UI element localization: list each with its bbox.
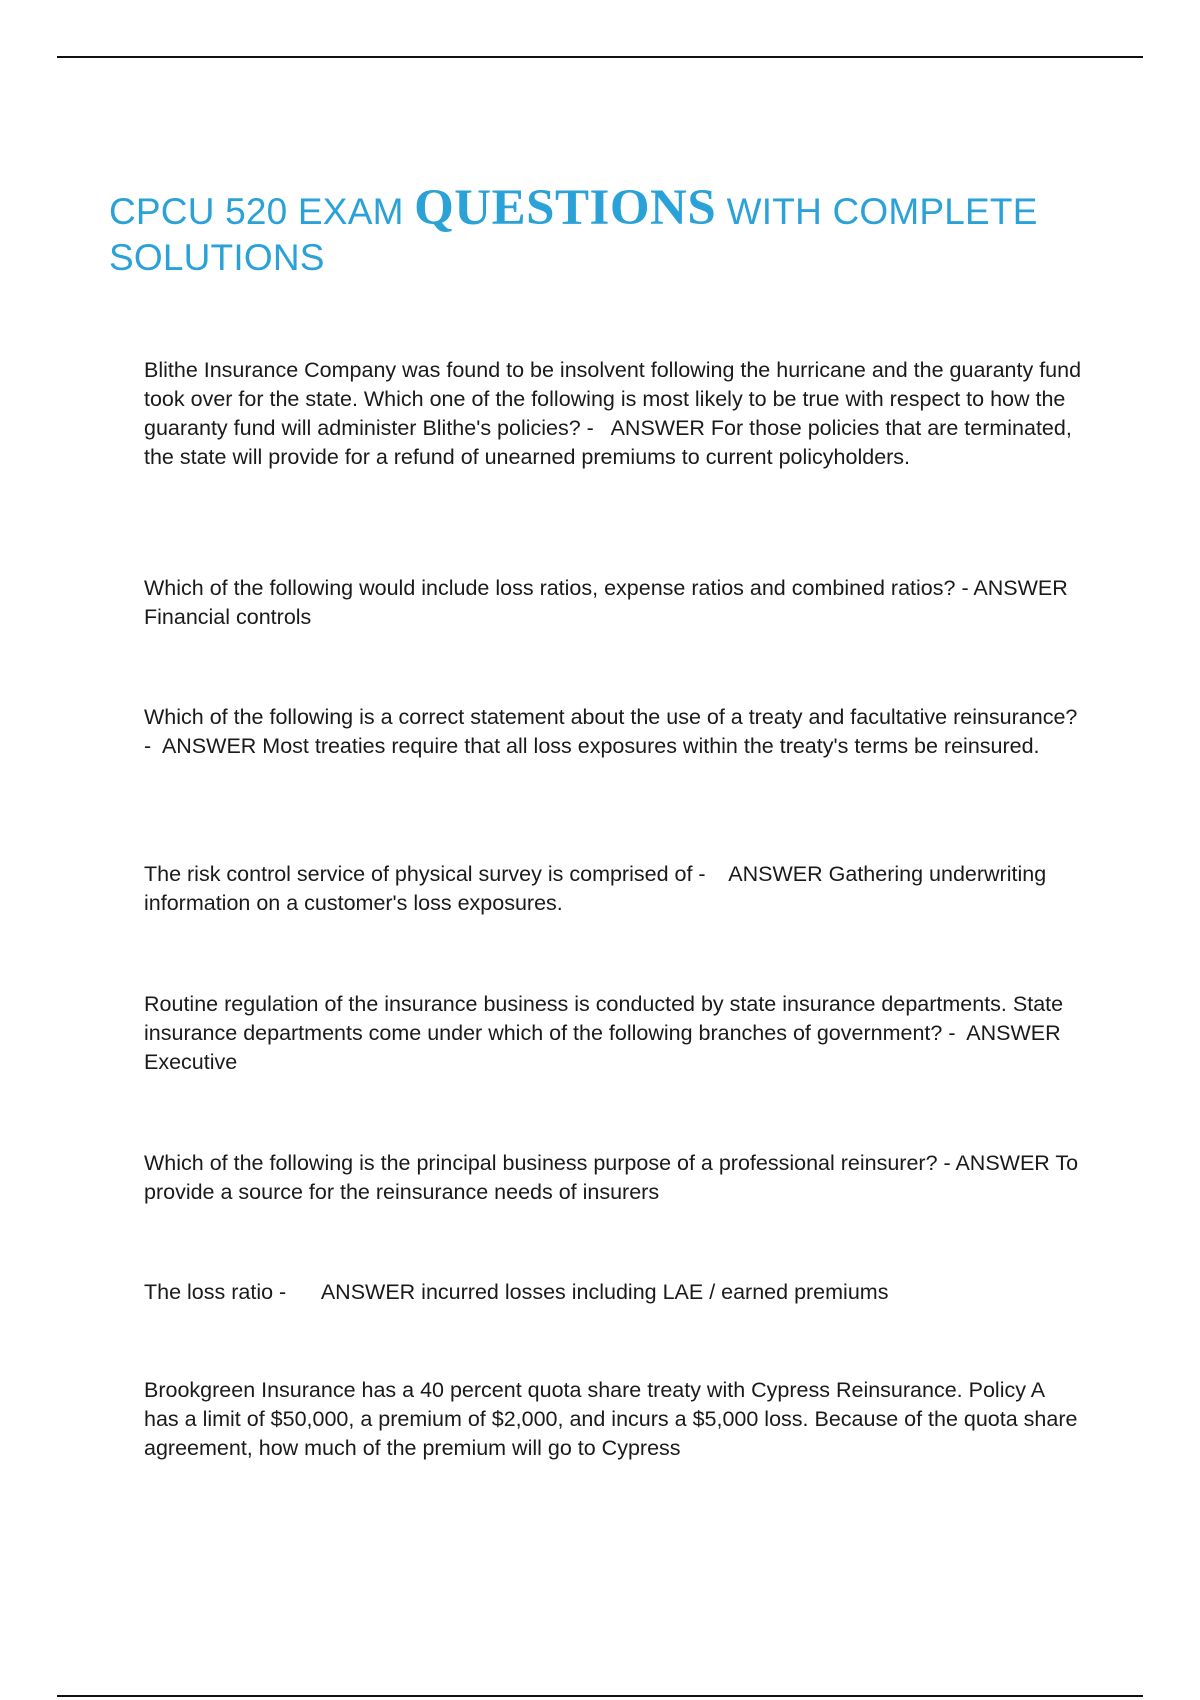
question-text: Brookgreen Insurance has a 40 percent quota share treaty with Cypress Reinsurance. Policy A has a limit of $50,000, a premium of $2,000, and incurs a $5,000 loss. Because of the quota share agreement, how much of the premium will go to Cypress bbox=[144, 1378, 1078, 1460]
document-title bbox=[109, 180, 1109, 281]
qa-item-2 bbox=[144, 574, 1084, 632]
answer-text: ANSWER Financial controls bbox=[144, 576, 1068, 629]
answer-text: ANSWER Most treaties require that all loss exposures within the treaty's terms be reinsured. bbox=[161, 734, 1040, 758]
qa-item-1 bbox=[144, 356, 1084, 472]
qa-item-8 bbox=[144, 1376, 1084, 1463]
question-text: Which of the following is the principal business purpose of a professional reinsurer? - bbox=[144, 1151, 951, 1175]
question-text: Blithe Insurance Company was found to be insolvent following the hurricane and the guaranty fund took over for the state. Which one of the following is most likely to be true with respect to how the guaranty fund will administer Blithe's policies? - bbox=[144, 358, 1082, 440]
answer-text: ANSWER Executive bbox=[144, 1021, 1061, 1074]
question-text: Which of the following would include loss ratios, expense ratios and combined ratios? - bbox=[144, 576, 969, 600]
qa-item-6 bbox=[144, 1149, 1084, 1207]
answer-text: ANSWER Gathering underwriting information on a customer's loss exposures. bbox=[144, 862, 1047, 915]
qa-item-7 bbox=[144, 1278, 1084, 1307]
qa-item-4 bbox=[144, 860, 1084, 918]
title-part-1: CPCU 520 EXAM bbox=[109, 191, 415, 232]
question-text: Which of the following is a correct statement about the use of a treaty and facultative reinsurance? - bbox=[144, 705, 1078, 758]
qa-item-3 bbox=[144, 703, 1084, 761]
answer-text: ANSWER To provide a source for the reinsurance needs of insurers bbox=[144, 1151, 1079, 1204]
question-text: Routine regulation of the insurance business is conducted by state insurance departments. State insurance departments come under which of the following branches of government? - bbox=[144, 992, 1064, 1045]
question-text: The loss ratio - bbox=[144, 1280, 287, 1304]
bottom-divider bbox=[57, 1695, 1143, 1697]
question-text: The risk control service of physical survey is comprised of - bbox=[144, 862, 706, 886]
title-part-2: WITH COMPLETE SOLUTIONS bbox=[109, 191, 1038, 278]
title-emphasis: QUESTIONS bbox=[414, 180, 717, 236]
qa-item-5 bbox=[144, 990, 1084, 1077]
top-divider bbox=[57, 56, 1143, 58]
answer-text: ANSWER incurred losses including LAE / earned premiums bbox=[320, 1280, 889, 1304]
answer-text: ANSWER For those policies that are terminated, the state will provide for a refund of unearned premiums to current policyholders. bbox=[144, 416, 1072, 469]
